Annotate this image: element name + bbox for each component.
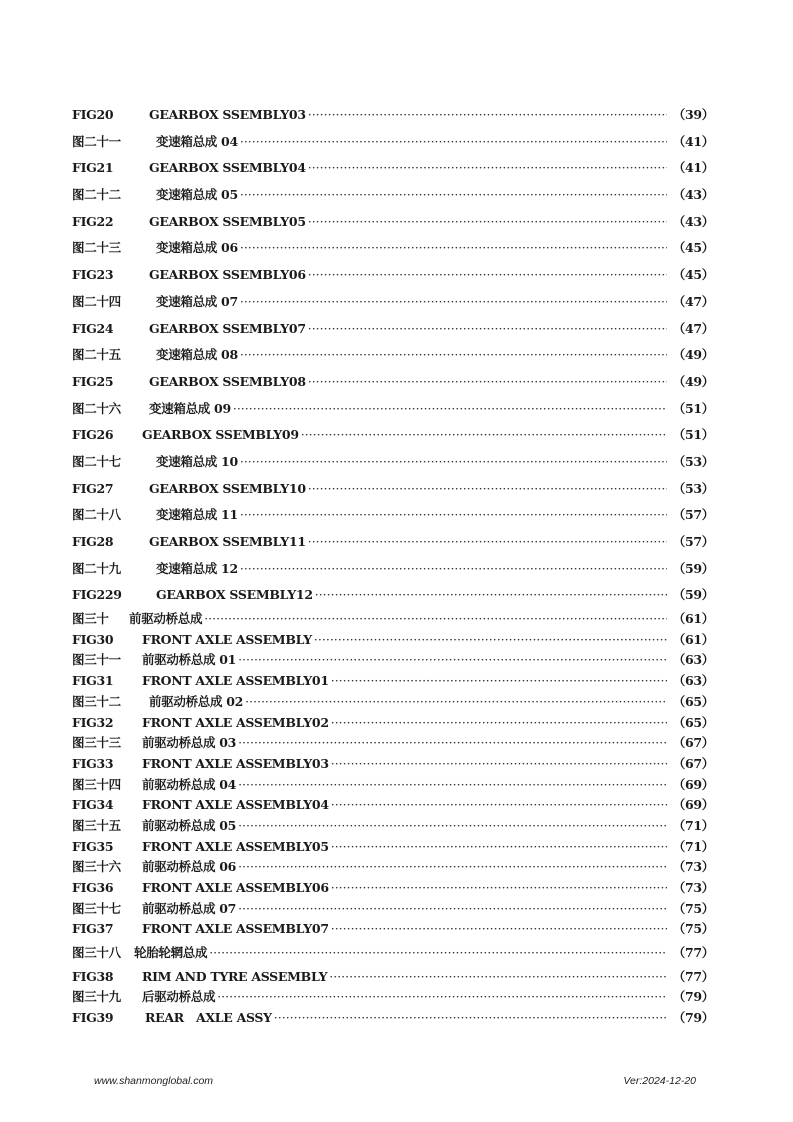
toc-leader-dots bbox=[217, 987, 667, 1008]
toc-entry-label: 图二十八 bbox=[72, 507, 121, 523]
toc-entry-page: （41） bbox=[672, 133, 714, 149]
toc-entry-page: （47） bbox=[672, 293, 714, 309]
toc-entry-label: FIG32 bbox=[72, 714, 114, 730]
toc-entry bbox=[72, 369, 714, 396]
toc-leader-dots bbox=[308, 209, 667, 236]
toc-entry-label: 图二十四 bbox=[72, 293, 121, 309]
toc-leader-dots bbox=[331, 795, 667, 816]
toc-entry-page: （67） bbox=[672, 755, 714, 771]
toc-leader-dots bbox=[238, 733, 667, 754]
toc-leader-dots bbox=[301, 422, 667, 449]
toc-entry-title: FRONT AXLE ASSEMBLY06 bbox=[142, 880, 329, 895]
toc-leader-dots bbox=[331, 671, 667, 692]
toc-entry-title: FRONT AXLE ASSEMBLY04 bbox=[142, 797, 329, 813]
toc-leader-dots bbox=[240, 289, 667, 316]
toc-entry-title: GEARBOX SSEMBLY04 bbox=[149, 160, 306, 176]
toc-entry-title: 变速箱总成 05 bbox=[156, 187, 238, 203]
toc-entry-title: GEARBOX SSEMBLY05 bbox=[149, 213, 306, 229]
toc-entry-page: （71） bbox=[672, 838, 714, 854]
toc-entry-page: （69） bbox=[672, 797, 714, 813]
toc-entry bbox=[72, 209, 714, 236]
toc-leader-dots bbox=[204, 609, 667, 630]
toc-entry-page: （75） bbox=[672, 900, 714, 916]
toc-entry-label: FIG25 bbox=[72, 373, 114, 389]
toc-entry bbox=[72, 754, 714, 775]
toc-entry bbox=[72, 899, 714, 920]
toc-entry-title: 变速箱总成 04 bbox=[156, 133, 238, 149]
toc-leader-dots bbox=[331, 919, 667, 940]
toc-leader-dots bbox=[240, 182, 667, 209]
toc-entry-title: 前驱动桥总成 04 bbox=[142, 776, 237, 792]
toc-leader-dots bbox=[331, 837, 667, 858]
toc-entry bbox=[72, 919, 714, 940]
toc-entry-label: FIG20 bbox=[72, 107, 114, 122]
toc-leader-dots bbox=[240, 556, 667, 583]
toc-leader-dots bbox=[308, 155, 667, 182]
toc-leader-dots bbox=[314, 630, 667, 651]
toc-entry-label: 图二十二 bbox=[72, 187, 121, 203]
toc-entry-label: 图三十一 bbox=[72, 652, 121, 668]
toc-entry-title: 前驱动桥总成 07 bbox=[142, 900, 237, 916]
toc-entry bbox=[72, 816, 714, 837]
toc-entry-title: GEARBOX SSEMBLY11 bbox=[149, 534, 306, 549]
toc-entry-title: 前驱动桥总成 bbox=[129, 611, 203, 627]
toc-entry bbox=[72, 837, 714, 858]
toc-entry-title: 变速箱总成 09 bbox=[149, 400, 231, 416]
toc-entry bbox=[72, 582, 714, 609]
toc-entry-page: （57） bbox=[672, 534, 714, 549]
toc-leader-dots bbox=[240, 502, 667, 529]
toc-entry bbox=[72, 129, 714, 156]
toc-entry-label: 图三十三 bbox=[72, 735, 121, 751]
toc-entry bbox=[72, 692, 714, 713]
toc-leader-dots bbox=[209, 940, 667, 967]
toc-entry-label: FIG39 bbox=[72, 1010, 114, 1026]
toc-entry-page: （61） bbox=[672, 611, 714, 627]
toc-entry-title: 变速箱总成 11 bbox=[156, 507, 238, 523]
toc-entry-page: （51） bbox=[672, 427, 714, 443]
toc-entry-label: 图二十五 bbox=[72, 347, 121, 363]
toc-leader-dots bbox=[331, 878, 667, 899]
toc-entry-title: GEARBOX SSEMBLY10 bbox=[149, 480, 306, 496]
toc-entry-title: GEARBOX SSEMBLY08 bbox=[149, 373, 306, 389]
toc-entry bbox=[72, 713, 714, 734]
toc-leader-dots bbox=[308, 102, 667, 129]
toc-entry-label: FIG22 bbox=[72, 213, 114, 229]
toc-entry-title: GEARBOX SSEMBLY07 bbox=[149, 320, 306, 336]
toc-entry-page: （45） bbox=[672, 267, 714, 283]
toc-entry-page: （49） bbox=[672, 373, 714, 389]
toc-leader-dots bbox=[308, 476, 667, 503]
toc-entry-title: FRONT AXLE ASSEMBLY03 bbox=[142, 755, 329, 771]
toc-entry bbox=[72, 182, 714, 209]
toc-entry-title: 前驱动桥总成 05 bbox=[142, 817, 237, 833]
toc-entry-label: FIG26 bbox=[72, 427, 114, 443]
toc-entry-label: 图三十 bbox=[72, 611, 109, 627]
toc-entry-label: 图三十二 bbox=[72, 693, 121, 709]
toc-entry-page: （45） bbox=[672, 240, 714, 256]
toc-entry-title: FRONT AXLE ASSEMBLY05 bbox=[142, 838, 329, 854]
toc-entry-label: 图三十七 bbox=[72, 900, 121, 916]
toc-entry-title: 变速箱总成 08 bbox=[156, 347, 238, 363]
toc-entry-page: （71） bbox=[672, 817, 714, 833]
toc-entry-title: 后驱动桥总成 bbox=[142, 989, 216, 1005]
toc-entry-page: （73） bbox=[672, 880, 714, 895]
toc-entry-page: （57） bbox=[672, 507, 714, 523]
toc-leader-dots bbox=[238, 899, 667, 920]
toc-entry bbox=[72, 671, 714, 692]
toc-leader-dots bbox=[329, 967, 667, 988]
toc-entry-page: （43） bbox=[672, 187, 714, 203]
toc-entry-label: FIG24 bbox=[72, 320, 114, 336]
toc-entry bbox=[72, 529, 714, 556]
toc-entry-label: FIG23 bbox=[72, 267, 114, 283]
toc-leader-dots bbox=[240, 342, 667, 369]
toc-entry-label: FIG31 bbox=[72, 673, 114, 689]
toc-entry-page: （41） bbox=[672, 160, 714, 176]
toc-entry-label: 图二十三 bbox=[72, 240, 121, 256]
toc-entry-page: （51） bbox=[672, 400, 714, 416]
toc-entry-label: 图二十七 bbox=[72, 453, 121, 469]
toc-entry-page: （59） bbox=[672, 560, 714, 576]
toc-entry-title: 变速箱总成 12 bbox=[156, 560, 238, 576]
toc-leader-dots bbox=[240, 235, 667, 262]
toc-entry-label: FIG34 bbox=[72, 797, 114, 813]
toc-entry bbox=[72, 476, 714, 503]
toc-entry-label: FIG27 bbox=[72, 480, 114, 496]
toc-entry-title: GEARBOX SSEMBLY03 bbox=[149, 107, 306, 122]
toc-entry-page: （61） bbox=[672, 631, 714, 647]
toc-entry-label: 图二十一 bbox=[72, 133, 121, 149]
toc-entry-label: FIG33 bbox=[72, 755, 114, 771]
toc-entry-label: 图三十六 bbox=[72, 859, 121, 875]
toc-entry-label: FIG229 bbox=[72, 587, 122, 603]
toc-leader-dots bbox=[331, 713, 667, 734]
toc-entry-label: 图三十八 bbox=[72, 945, 121, 961]
toc-entry-page: （63） bbox=[672, 673, 714, 689]
toc-leader-dots bbox=[308, 262, 667, 289]
toc-entry-page: （67） bbox=[672, 735, 714, 751]
toc-entry-title: RIM AND TYRE ASSEMBLY bbox=[142, 968, 328, 984]
toc-entry-page: （59） bbox=[672, 587, 714, 603]
toc-entry-label: FIG37 bbox=[72, 921, 114, 937]
toc-leader-dots bbox=[233, 396, 667, 423]
toc-entry bbox=[72, 650, 714, 671]
toc-entry bbox=[72, 396, 714, 423]
toc-entry-page: （77） bbox=[672, 945, 714, 961]
toc-leader-dots bbox=[238, 650, 667, 671]
toc-entry-title: 前驱动桥总成 06 bbox=[142, 859, 237, 875]
toc-entry-page: （53） bbox=[672, 453, 714, 469]
toc-entry bbox=[72, 556, 714, 583]
toc-entry-title: 前驱动桥总成 03 bbox=[142, 735, 237, 751]
toc-entry-title: 变速箱总成 06 bbox=[156, 240, 238, 256]
toc-entry bbox=[72, 422, 714, 449]
toc-entry-label: 图三十四 bbox=[72, 776, 121, 792]
toc-entry-title: REAR AXLE ASSY bbox=[145, 1010, 272, 1026]
toc-leader-dots bbox=[274, 1008, 667, 1029]
toc-entry-title: GEARBOX SSEMBLY06 bbox=[149, 267, 306, 283]
toc-entry bbox=[72, 102, 714, 129]
toc-entry-page: （53） bbox=[672, 480, 714, 496]
toc-entry bbox=[72, 155, 714, 182]
toc-entry-page: （79） bbox=[672, 1010, 714, 1026]
toc-entry-title: 前驱动桥总成 01 bbox=[142, 652, 237, 668]
toc-entry bbox=[72, 502, 714, 529]
footer-version: Ver:2024-12-20 bbox=[623, 1075, 696, 1087]
toc-leader-dots bbox=[308, 529, 667, 556]
toc-entry-label: FIG30 bbox=[72, 631, 114, 647]
toc-entry bbox=[72, 795, 714, 816]
toc-entry-title: FRONT AXLE ASSEMBLY bbox=[142, 631, 312, 647]
toc-entry-page: （69） bbox=[672, 776, 714, 792]
toc-entry-label: FIG28 bbox=[72, 534, 114, 549]
toc-entry-title: 变速箱总成 10 bbox=[156, 453, 238, 469]
toc-entry bbox=[72, 878, 714, 899]
toc-entry-page: （77） bbox=[672, 968, 714, 984]
table-of-contents bbox=[72, 102, 714, 1029]
toc-entry-label: 图三十九 bbox=[72, 989, 121, 1005]
toc-leader-dots bbox=[331, 754, 667, 775]
toc-entry bbox=[72, 609, 714, 630]
toc-leader-dots bbox=[308, 316, 667, 343]
toc-entry-label: FIG38 bbox=[72, 968, 114, 984]
toc-entry bbox=[72, 987, 714, 1008]
toc-leader-dots bbox=[238, 816, 667, 837]
toc-entry-title: FRONT AXLE ASSEMBLY07 bbox=[142, 921, 329, 937]
toc-entry-label: 图三十五 bbox=[72, 817, 121, 833]
toc-leader-dots bbox=[240, 449, 667, 476]
toc-entry-page: （73） bbox=[672, 859, 714, 875]
toc-entry-title: 轮胎轮辋总成 bbox=[134, 945, 208, 961]
toc-entry bbox=[72, 940, 714, 967]
toc-entry bbox=[72, 775, 714, 796]
footer-website: www.shanmonglobal.com bbox=[94, 1075, 214, 1087]
toc-entry-page: （49） bbox=[672, 347, 714, 363]
toc-entry-label: FIG35 bbox=[72, 838, 114, 854]
toc-entry bbox=[72, 235, 714, 262]
toc-leader-dots bbox=[238, 857, 667, 878]
toc-entry-label: FIG21 bbox=[72, 160, 114, 176]
toc-entry bbox=[72, 630, 714, 651]
toc-entry-page: （79） bbox=[672, 989, 714, 1005]
toc-entry-label: 图二十九 bbox=[72, 560, 121, 576]
toc-leader-dots bbox=[240, 129, 667, 156]
toc-leader-dots bbox=[245, 692, 667, 713]
toc-entry bbox=[72, 967, 714, 988]
toc-entry-page: （65） bbox=[672, 714, 714, 730]
toc-entry bbox=[72, 857, 714, 878]
toc-entry-label: FIG36 bbox=[72, 880, 114, 895]
toc-entry-page: （65） bbox=[672, 693, 714, 709]
toc-entry bbox=[72, 289, 714, 316]
toc-entry-title: 变速箱总成 07 bbox=[156, 293, 238, 309]
toc-entry-title: FRONT AXLE ASSEMBLY02 bbox=[142, 714, 329, 730]
toc-entry-title: FRONT AXLE ASSEMBLY01 bbox=[142, 673, 329, 689]
toc-entry-page: （63） bbox=[672, 652, 714, 668]
toc-entry-page: （75） bbox=[672, 921, 714, 937]
toc-entry bbox=[72, 733, 714, 754]
toc-entry bbox=[72, 262, 714, 289]
toc-entry-title: 前驱动桥总成 02 bbox=[149, 693, 244, 709]
toc-leader-dots bbox=[308, 369, 667, 396]
toc-entry-page: （39） bbox=[672, 107, 714, 122]
toc-entry bbox=[72, 1008, 714, 1029]
toc-entry-page: （47） bbox=[672, 320, 714, 336]
toc-entry-label: 图二十六 bbox=[72, 400, 121, 416]
toc-entry-title: GEARBOX SSEMBLY12 bbox=[156, 587, 313, 603]
toc-entry bbox=[72, 342, 714, 369]
toc-entry-title: GEARBOX SSEMBLY09 bbox=[142, 427, 299, 443]
toc-entry bbox=[72, 449, 714, 476]
toc-entry-page: （43） bbox=[672, 213, 714, 229]
toc-leader-dots bbox=[238, 775, 667, 796]
toc-leader-dots bbox=[315, 582, 667, 609]
toc-entry bbox=[72, 316, 714, 343]
